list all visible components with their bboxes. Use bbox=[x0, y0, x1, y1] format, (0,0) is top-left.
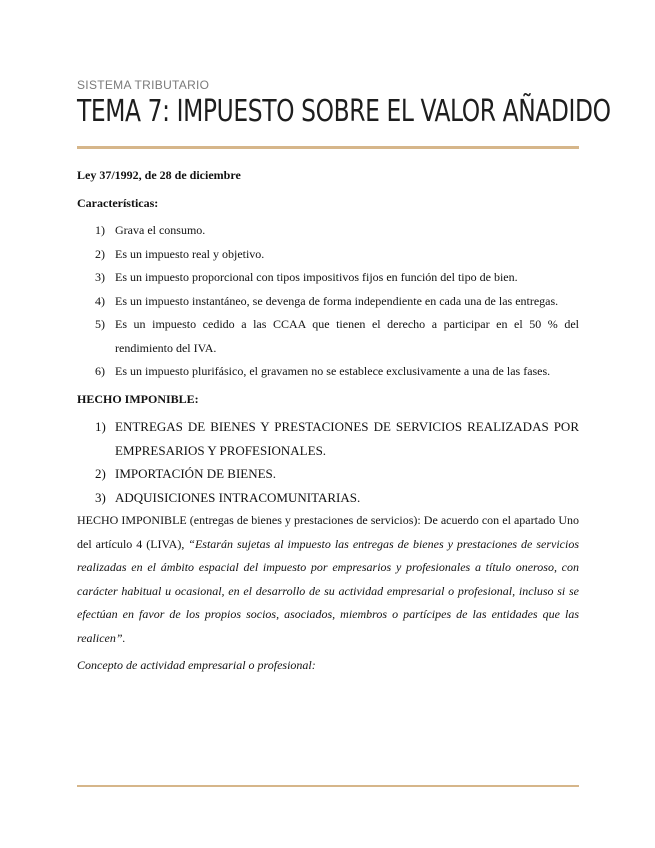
list-item-number: 3) bbox=[95, 489, 106, 505]
list-item-number: 1) bbox=[95, 223, 105, 237]
list-item-number: 1) bbox=[95, 419, 106, 434]
list-item bbox=[77, 290, 579, 314]
list-item bbox=[77, 415, 579, 462]
taxable-event-heading: HECHO IMPONIBLE: bbox=[77, 391, 199, 406]
list-item bbox=[77, 360, 579, 384]
list-item-number: 2) bbox=[95, 246, 105, 261]
list-item-text: ENTREGAS DE BIENES Y PRESTACIONES DE SERVICIOS REALIZADAS POR EMPRESARIOS Y PROFESIONALES. bbox=[115, 419, 579, 458]
list-item bbox=[77, 313, 579, 360]
paragraph-quote: “Estarán sujetas al impuesto las entregas de bienes y prestaciones de servicios realizadas en el ámbito espacial del impuesto por empresarios y profesionales a título oneroso, con carácter habitual u ocasional, en el desarrollo de su actividad empresarial o profesional, incluso si se efectúan en favor de los propios socios, asociados, miembros o partícipes de las entidades que las realicen”. bbox=[77, 536, 580, 645]
taxable-event-list bbox=[77, 415, 579, 509]
list-item-number: 3) bbox=[95, 270, 105, 284]
list-item-number: 6) bbox=[95, 364, 105, 378]
list-item bbox=[77, 266, 579, 290]
paragraph-lead: HECHO IMPONIBLE (entregas de bienes y prestaciones de servicios): De acuerdo con el apartado Uno del artículo 4 (LIVA), bbox=[77, 513, 579, 551]
list-item bbox=[77, 462, 579, 486]
list-item-number: 4) bbox=[95, 293, 105, 308]
law-reference: Ley 37/1992, de 28 de diciembre bbox=[77, 168, 241, 182]
list-item-number: 5) bbox=[95, 317, 105, 331]
list-item-number: 2) bbox=[95, 466, 106, 481]
characteristics-heading: Características: bbox=[77, 195, 159, 210]
list-item-text: ADQUISICIONES INTRACOMUNITARIAS. bbox=[115, 489, 361, 505]
list-item-text: Es un impuesto real y objetivo. bbox=[115, 246, 265, 261]
list-item-text: IMPORTACIÓN DE BIENES. bbox=[115, 466, 277, 481]
header-divider bbox=[77, 146, 579, 149]
list-item-text: Grava el consumo. bbox=[115, 223, 206, 237]
list-item bbox=[77, 243, 579, 267]
page-title: TEMA 7: IMPUESTO SOBRE EL VALOR AÑADIDO bbox=[77, 94, 611, 130]
list-item bbox=[77, 486, 579, 510]
concept-heading: Concepto de actividad empresarial o profesional: bbox=[77, 658, 316, 672]
list-item-text: Es un impuesto proporcional con tipos impositivos fijos en función del tipo de bien. bbox=[115, 270, 518, 284]
footer-divider bbox=[77, 785, 579, 787]
list-item bbox=[77, 219, 579, 243]
taxable-event-paragraph bbox=[77, 509, 579, 650]
characteristics-list bbox=[77, 219, 579, 384]
section-label: SISTEMA TRIBUTARIO bbox=[77, 78, 210, 92]
document-body bbox=[77, 160, 579, 678]
list-item-text: Es un impuesto instantáneo, se devenga de forma independiente en cada una de las entregas. bbox=[115, 293, 559, 308]
list-item-text: Es un impuesto cedido a las CCAA que tienen el derecho a participar en el 50 % del rendimiento del IVA. bbox=[115, 317, 579, 355]
list-item-text: Es un impuesto plurifásico, el gravamen no se establece exclusivamente a una de las fases. bbox=[115, 364, 551, 378]
